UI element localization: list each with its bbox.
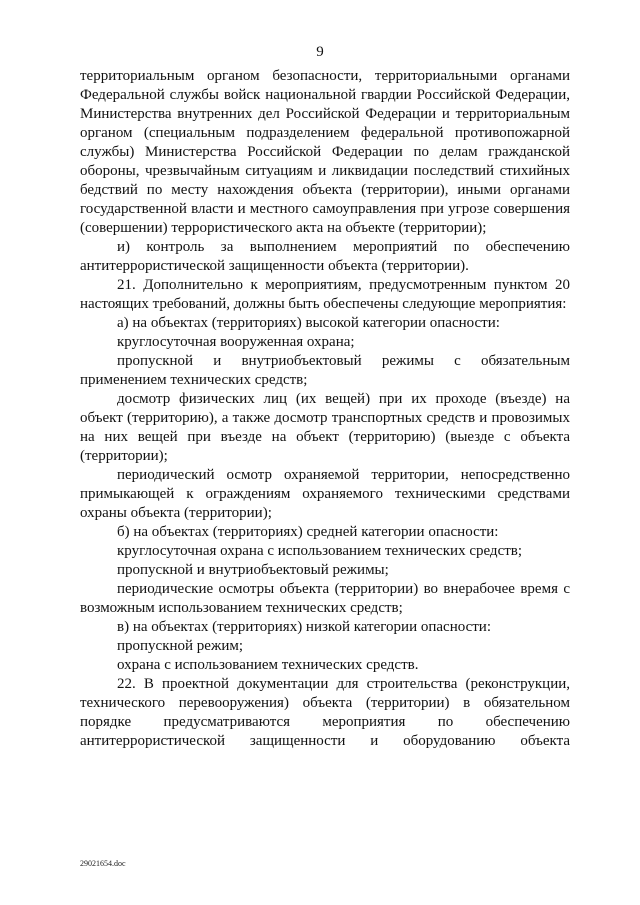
list-item: досмотр физических лиц (их вещей) при их проходе (въезде) на объект (территорию), а также досмотр транспортных средств и провозимых на них вещей при въезде на объект (территорию) (выезде с объекта (территории); [80, 391, 570, 464]
list-item: пропускной и внутриобъектовый режимы с обязательным применением технических средств; [80, 353, 570, 388]
paragraph-continuation: территориальным органом безопасности, территориальными органами Федеральной службы войск национальной гвардии Российской Федерации, Министерства внутренних дел Российской Федерации и территориальным органом (специальным подразделением федеральной противопожарной службы) Министерства Российской Федерации по делам гражданской обороны, чрезвычайным ситуациям и ликвидации последствий стихийных бедствий по месту нахождения объекта (территории), иными органами государственной власти и местного самоуправления при угрозе совершения (совершении) террористического акта на объекте (территории); [80, 68, 570, 236]
paragraph-21: 21. Дополнительно к мероприятиям, предусмотренным пунктом 20 настоящих требований, должны быть обеспечены следующие мероприятия: [80, 277, 570, 312]
list-item: круглосуточная вооруженная охрана; [117, 334, 355, 350]
paragraph-item-b: б) на объектах (территориях) средней категории опасности: [117, 524, 499, 540]
page-number: 9 [316, 44, 324, 60]
footer-doc-code: 29021654.doc [80, 859, 126, 868]
list-item: пропускной и внутриобъектовый режимы; [117, 562, 389, 578]
document-body [80, 67, 570, 751]
paragraph-item-v: в) на объектах (территориях) низкой категории опасности: [117, 619, 491, 635]
paragraph-item-i: и) контроль за выполнением мероприятий по обеспечению антитеррористической защищенности объекта (территории). [80, 239, 570, 274]
paragraph-item-a: а) на объектах (территориях) высокой категории опасности: [117, 315, 500, 331]
list-item: периодический осмотр охраняемой территории, непосредственно примыкающей к ограждениям охраняемого техническими средствами охраны объекта (территории); [80, 467, 570, 521]
list-item: периодические осмотры объекта (территории) во внерабочее время с возможным использованием технических средств; [80, 581, 570, 616]
list-item: охрана с использованием технических средств. [117, 657, 419, 673]
paragraph-22: 22. В проектной документации для строительства (реконструкции, технического перевооружения) объекта (территории) в обязательном порядке предусматриваются мероприятия по обеспечению антитеррористической защищенности и оборудованию объекта [80, 676, 570, 749]
list-item: круглосуточная охрана с использованием технических средств; [117, 543, 523, 559]
list-item: пропускной режим; [117, 638, 244, 654]
